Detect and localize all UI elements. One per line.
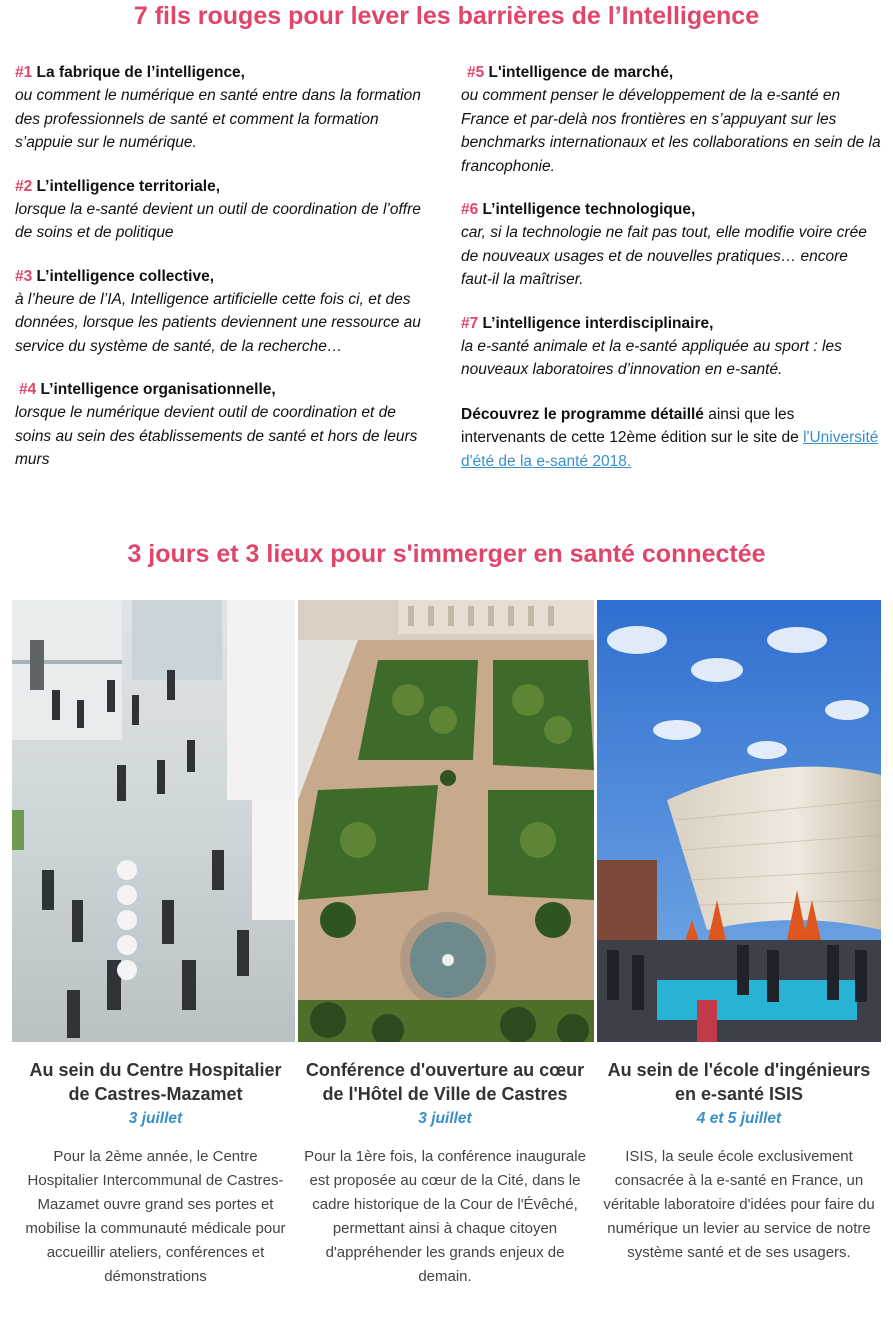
list-item: [461, 313, 881, 382]
list-item: [461, 199, 881, 292]
item-description: la e-santé animale et la e-santé appliquée au sport : les nouveaux laboratoires d’innovation en e-santé.: [461, 337, 842, 378]
garden-aerial-photo: [298, 600, 594, 1042]
item-number: #5: [467, 64, 485, 81]
item-description: ou comment penser le développement de la e-santé en France et par-delà nos frontières en s’appuyant sur les benchmarks internationaux et les collaborations en sein de la francophonie.: [461, 87, 881, 175]
venue-description: Pour la 2ème année, le Centre Hospitalier Intercommunal de Castres-Mazamet ouvre grand ses portes et mobilise la communauté médicale pour accueillir ateliers, conférences et démonstrations: [25, 1148, 286, 1285]
isis-building-photo: [597, 600, 881, 1042]
list-item: [15, 176, 435, 245]
venue-description: Pour la 1ère fois, la conférence inaugurale est proposée au cœur de la Cité, dans le cadre historique de la Cour de l'Évêché, permettant ainsi à chaque citoyen d'appréhender les grands enjeux de demain.: [304, 1148, 586, 1285]
item-number: #3: [15, 267, 33, 285]
section-title-3-jours: 3 jours et 3 lieux pour s'immerger en santé connectée: [127, 540, 766, 568]
item-heading: L’intelligence interdisciplinaire,: [478, 314, 714, 332]
universite-ete-link[interactable]: l'Université d'été de la e-santé 2018.: [461, 429, 879, 470]
cta-text: ainsi que les intervenants de cette 12ème édition sur le site de: [461, 405, 804, 446]
program-cta: [461, 403, 881, 474]
venue-description: ISIS, la seule école exclusivement consacrée à la e-santé en France, un véritable laboratoire d'idées pour faire du numérique un levier au service de notre système santé et de ses usagers.: [603, 1148, 875, 1261]
list-item: [461, 62, 881, 178]
venue-title: Au sein du Centre Hospitalier de Castres-Mazamet: [29, 1060, 282, 1104]
item-number: #4: [19, 381, 37, 398]
venue-hotel-de-ville: [300, 1058, 590, 1289]
item-number: #1: [15, 64, 33, 81]
item-description: ou comment le numérique en santé entre dans la formation des professionnels de santé et comment la formation s’appuie sur le numérique.: [15, 87, 421, 151]
item-heading: L'intelligence de marché,: [484, 64, 674, 81]
list-item: [15, 62, 435, 155]
venue-hospital: [18, 1058, 293, 1289]
right-column: [461, 62, 881, 473]
item-description: lorsque la e-santé devient un outil de coordination de l’offre de soins et de politique: [15, 200, 421, 241]
venue-date: 3 juillet: [418, 1110, 472, 1127]
section-title-fils-rouges: 7 fils rouges pour lever les barrières de l’Intelligence: [133, 2, 760, 30]
item-description: lorsque le numérique devient outil de coordination et de soins au sein des établissements de santé et hors de leurs murs: [15, 404, 418, 468]
item-number: #6: [461, 201, 479, 218]
left-column: [15, 62, 435, 493]
item-number: #7: [461, 314, 479, 332]
item-heading: L’intelligence collective,: [32, 267, 215, 285]
venue-title: Conférence d'ouverture au cœur de l'Hôtel de Ville de Castres: [305, 1060, 585, 1104]
list-item: [15, 379, 435, 472]
hospital-hall-photo: [12, 600, 295, 1042]
item-heading: L’intelligence organisationnelle,: [36, 381, 276, 398]
venue-date: 3 juillet: [128, 1110, 183, 1127]
cta-bold: Découvrez le programme détaillé: [461, 405, 704, 423]
venue-title: Au sein de l'école d'ingénieurs en e-santé ISIS: [607, 1060, 871, 1104]
item-heading: L’intelligence territoriale,: [32, 177, 221, 195]
venue-isis: [598, 1058, 880, 1265]
item-description: à l’heure de l’IA, Intelligence artificielle cette fois ci, et des données, lorsque les patients deviennent une ressource au service du système de santé, de la recherche…: [15, 290, 421, 355]
item-number: #2: [15, 177, 33, 195]
venue-date: 4 et 5 juillet: [696, 1110, 782, 1127]
item-description: car, si la technologie ne fait pas tout, elle modifie voire crée de nouveaux usages et de nouvelles pratiques… encore faut-il la maîtriser.: [461, 224, 867, 288]
item-heading: La fabrique de l’intelligence,: [32, 64, 245, 81]
item-heading: L’intelligence technologique,: [478, 201, 696, 218]
list-item: [15, 266, 435, 359]
